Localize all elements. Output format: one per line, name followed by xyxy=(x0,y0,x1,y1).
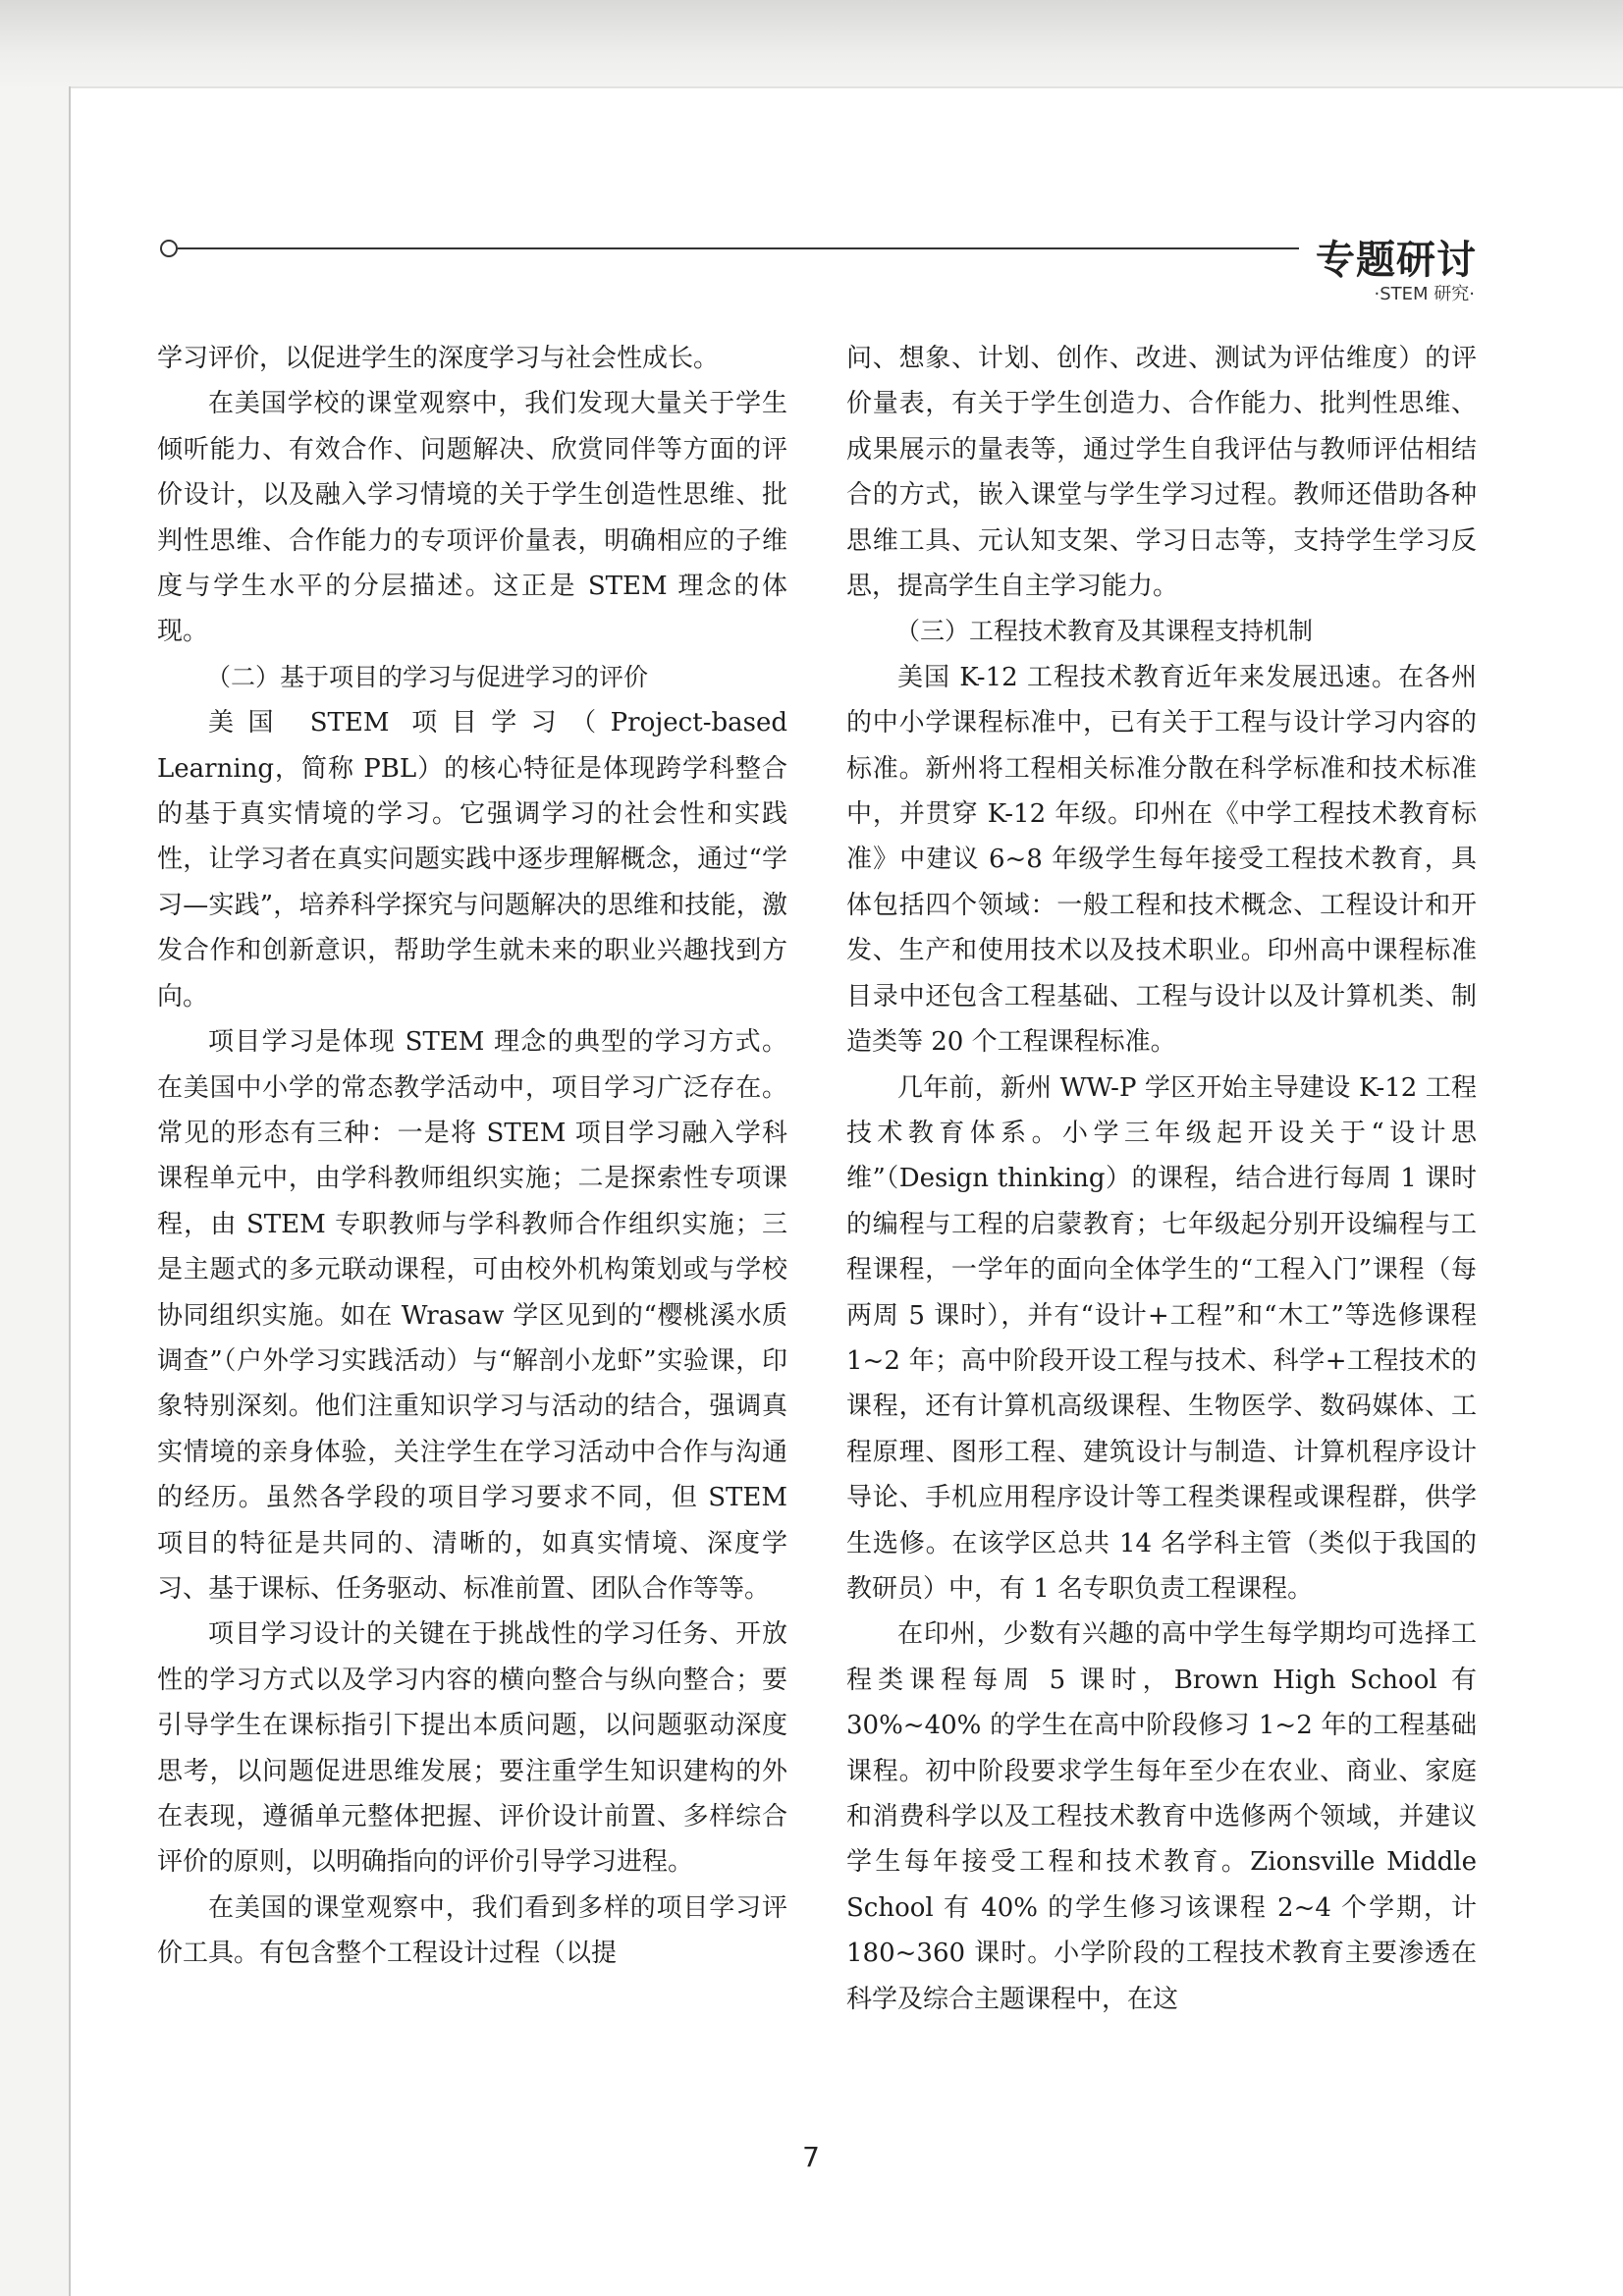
paragraph: 在印州，少数有兴趣的高中学生每学期均可选择工程类课程每周 5 课时，Brown High School 有 30%~40% 的学生在高中阶段修习 1~2 年的工程基础课程。初中阶段要求学生每年至少在农业、商业、家庭和消费科学以及工程技术教育中选修两个领域，并建议学生每年接受工程和技术教育。Zionsville Middle School 有 40% 的学生修习该课程 2~4 个学期，计 180~360 课时。小学阶段的工程技术教育主要渗透在科学及综合主题课程中，在这 xyxy=(846,1619,1477,2014)
paragraph: 在美国学校的课堂观察中，我们发现大量关于学生倾听能力、有效合作、问题解决、欣赏同伴等方面的评价设计，以及融入学习情境的关于学生创造性思维、批判性思维、合作能力的专项评价量表，明确相应的子维度与学生水平的分层描述。这正是 STEM 理念的体现。 xyxy=(157,389,787,647)
scan-background xyxy=(0,0,1623,90)
header-circle-ornament xyxy=(160,240,178,257)
section-subtitle: ·STEM 研究· xyxy=(1374,284,1475,304)
paragraph: 几年前，新州 WW-P 学区开始主导建设 K-12 工程技术教育体系。小学三年级起开设关于“设计思维”（Design thinking）的课程，结合进行每周 1 课时的编程与工程的启蒙教育；七年级起分别开设编程与工程课程，一学年的面向全体学生的“工程入门”课程（每两周 5 课时），并有“设计+工程”和“木工”等选修课程 1~2 年；高中阶段开设工程与技术、科学+工程技术的课程，还有计算机高级课程、生物医学、数码媒体、工程原理、图形工程、建筑设计与制造、计算机程序设计导论、手机应用程序设计等工程类课程或课程群，供学生选修。在该学区总共 14 名学科主管（类似于我国的教研员）中，有 1 名专职负责工程课程。 xyxy=(846,1072,1477,1604)
subheading: （二）基于项目的学习与促进学习的评价 xyxy=(206,662,649,691)
paragraph: 在美国的课堂观察中，我们看到多样的项目学习评价工具。有包含整个工程设计过程（以提 xyxy=(157,1892,787,1969)
paragraph: 项目学习设计的关键在于挑战性的学习任务、开放性的学习方式以及学习内容的横向整合与纵向整合；要引导学生在课标指引下提出本质问题，以问题驱动深度思考，以问题促进思维发展；要注重学生知识建构的外在表现，遵循单元整体把握、评价设计前置、多样综合评价的原则，以明确指向的评价引导学习进程。 xyxy=(157,1619,787,1878)
subheading: （三）工程技术教育及其课程支持机制 xyxy=(895,617,1314,646)
paragraph: 美国 STEM 项目学习（Project-based Learning，简称 PBL）的核心特征是体现跨学科整合的基于真实情境的学习。它强调学习的社会性和实践性，让学习者在真实问题实践中逐步理解概念，通过“学习—实践”，培养科学探究与问题解决的思维和技能，激发合作和创新意识，帮助学生就未来的职业兴趣找到方向。 xyxy=(157,708,787,1011)
right-column xyxy=(846,336,1477,2054)
paragraph: 问、想象、计划、创作、改进、测试为评估维度）的评价量表，有关于学生创造力、合作能力、批判性思维、成果展示的量表等，通过学生自我评估与教师评估相结合的方式，嵌入课堂与学生学习过程。教师还借助各种思维工具、元认知支架、学习日志等，支持学生学习反思，提高学生自主学习能力。 xyxy=(846,344,1477,602)
page-number: 7 xyxy=(802,2141,820,2173)
paragraph: 学习评价，以促进学生的深度学习与社会性成长。 xyxy=(157,344,720,373)
paragraph: 美国 K-12 工程技术教育近年来发展迅速。在各州的中小学课程标准中，已有关于工程与设计学习内容的标准。新州将工程相关标准分散在科学标准和技术标准中，并贯穿 K-12 年级。印州在《中学工程技术教育标准》中建议 6~8 年级学生每年接受工程技术教育，具体包括四个领域：一般工程和技术概念、工程设计和开发、生产和使用技术以及技术职业。印州高中课程标准目录中还包含工程基础、工程与设计以及计算机类、制造类等 20 个工程课程标准。 xyxy=(846,662,1477,1058)
paragraph: 项目学习是体现 STEM 理念的典型的学习方式。在美国中小学的常态教学活动中，项目学习广泛存在。常见的形态有三种：一是将 STEM 项目学习融入学科课程单元中，由学科教师组织实施；二是探索性专项课程，由 STEM 专职教师与学科教师合作组织实施；三是主题式的多元联动课程，可由校外机构策划或与学校协同组织实施。如在 Wrasaw 学区见到的“樱桃溪水质调查”（户外学习实践活动）与“解剖小龙虾”实验课，印象特别深刻。他们注重知识学习与活动的结合，强调真实情境的亲身体验，关注学生在学习活动中合作与沟通的经历。虽然各学段的项目学习要求不同，但 STEM 项目的特征是共同的、清晰的，如真实情境、深度学习、基于课标、任务驱动、标准前置、团队合作等等。 xyxy=(157,1027,787,1604)
section-title: 专题研讨 xyxy=(1316,238,1477,283)
left-column xyxy=(157,336,787,2054)
header-rule xyxy=(178,247,1299,249)
